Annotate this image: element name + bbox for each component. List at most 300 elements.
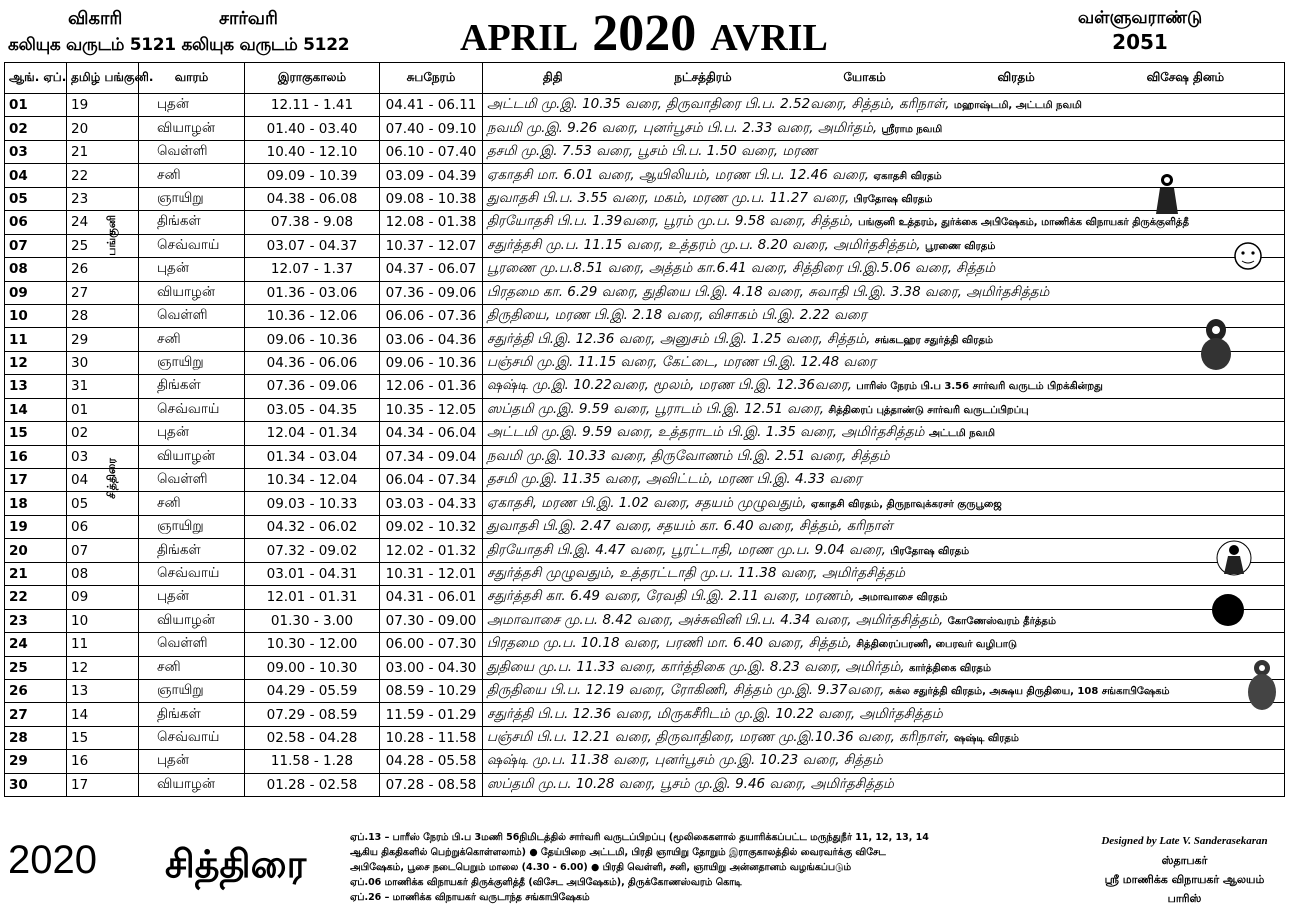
rahu-cell: 10.34 - 12.04: [245, 469, 380, 492]
day-cell: புதன்: [139, 750, 245, 773]
date-cell: 25: [5, 656, 67, 679]
date-cell: 12: [5, 351, 67, 374]
subha-cell: 03.00 - 04.30: [380, 656, 483, 679]
footer-month-tamil: சித்திரை: [165, 842, 307, 886]
rahu-cell: 09.03 - 10.33: [245, 492, 380, 515]
details-cell: [483, 328, 1285, 351]
col-subha: சுபநேரம்: [380, 63, 483, 94]
table-row: [5, 445, 1285, 468]
details-cell: [483, 726, 1285, 749]
tamil-date-cell: 17: [67, 773, 139, 796]
date-cell: 08: [5, 258, 67, 281]
rahu-cell: 04.32 - 06.02: [245, 515, 380, 538]
date-cell: 21: [5, 562, 67, 585]
tamil-date-cell: 09: [67, 586, 139, 609]
festival-text: சித்திரைப்பரணி, பைரவர் வழிபாடு: [856, 639, 1017, 651]
day-cell: வியாழன்: [139, 773, 245, 796]
subha-cell: 07.40 - 09.10: [380, 117, 483, 140]
footer-year: 2020: [8, 838, 97, 882]
page-title: [460, 4, 850, 60]
details-cell: [483, 375, 1285, 398]
details-cell: [483, 773, 1285, 796]
date-cell: 30: [5, 773, 67, 796]
tamil-date-cell: 27: [67, 281, 139, 304]
day-cell: செவ்வாய்: [139, 562, 245, 585]
rahu-cell: 10.36 - 12.06: [245, 304, 380, 327]
day-cell: செவ்வாய்: [139, 234, 245, 257]
festival-text: பிரதோஷ விரதம்: [853, 193, 933, 205]
tamil-date-cell: 14: [67, 703, 139, 726]
festival-text: பிரதோஷ விரதம்: [890, 545, 970, 557]
temple-city: பாரிஸ்: [1167, 892, 1202, 905]
details-text: அட்டமி மு.இ. 9.59 வரை, உத்தராடம் பி.இ. 1.35 வரை, அமிர்தசித்தம்: [487, 424, 925, 441]
details-cell: [483, 469, 1285, 492]
tamil-date-cell: 02: [67, 422, 139, 445]
subha-cell: 06.06 - 07.36: [380, 304, 483, 327]
details-cell: [483, 258, 1285, 281]
table-row: [5, 351, 1285, 374]
col-details: [483, 63, 1285, 94]
table-row: [5, 375, 1285, 398]
date-cell: 29: [5, 750, 67, 773]
tamil-date-cell: 07: [67, 539, 139, 562]
note-line: ஆகிய திகதிகளில் பெற்றுக்கொள்ளலாம்) ● தேய்பிறை அட்டமி, பிரதி ஞாயிறு தோறும் இராகுகாலத்தில் வைரவர்க்கு விசேட: [350, 847, 886, 858]
rahu-cell: 04.29 - 05.59: [245, 679, 380, 702]
subha-cell: 10.31 - 12.01: [380, 562, 483, 585]
rahu-cell: 01.34 - 03.04: [245, 445, 380, 468]
subha-cell: 12.02 - 01.32: [380, 539, 483, 562]
calendar-body: [5, 94, 1285, 797]
rahu-cell: 09.00 - 10.30: [245, 656, 380, 679]
founder-label: ஸ்தாபகர்: [1161, 854, 1208, 867]
rahu-cell: 07.36 - 09.06: [245, 375, 380, 398]
tamil-date-cell: 30: [67, 351, 139, 374]
crescent-moon-icon: [1262, 96, 1286, 130]
note-line: ஏப்.13 – பாரீஸ் நேரம் பி.ப 3மணி 56நிமிடத்தில் சார்வரி வருடப்பிறப்பு (மூலிகைகளால் தயாரிக்கப்பட்ட மருந்துநீர் 11, 12, 13, 14: [350, 832, 929, 843]
subha-cell: 10.28 - 11.58: [380, 726, 483, 749]
details-text: ஏகாதசி, மரண பி.இ. 1.02 வரை, சதயம் முழுவதும்,: [487, 494, 807, 511]
col-yogam: யோகம்: [843, 70, 886, 84]
tamil-date-cell: 05: [67, 492, 139, 515]
subha-cell: 06.00 - 07.30: [380, 633, 483, 656]
footer-notes: [350, 830, 1080, 905]
subha-cell: 10.35 - 12.05: [380, 398, 483, 421]
date-cell: 23: [5, 609, 67, 632]
table-row: [5, 515, 1285, 538]
festival-text: பங்குனி உத்தரம், துர்க்கை அபிஷேகம், மாணிக்க விநாயகர் திருக்குளித்தீ: [858, 217, 1189, 229]
date-cell: 14: [5, 398, 67, 421]
details-cell: [483, 679, 1285, 702]
table-row: [5, 422, 1285, 445]
valluvar-year: 2051: [1112, 30, 1168, 54]
deity-figure-3-icon: [1244, 658, 1280, 712]
rahu-cell: 01.30 - 3.00: [245, 609, 380, 632]
tamil-date-cell: 16: [67, 750, 139, 773]
festival-text: சங்கடஹர சதுர்த்தி விரதம்: [874, 334, 993, 346]
details-text: பிரதமை மு.ப. 10.18 வரை, பரணி மா. 6.40 வரை, சித்தம்,: [487, 635, 852, 652]
new-moon-face-icon: [1210, 592, 1246, 628]
details-text: துதியை மு.ப. 11.33 வரை, கார்த்திகை மு.இ. 8.23 வரை, அமிர்தம்,: [487, 658, 905, 675]
month-marker-panguni: பங்குனி: [105, 215, 118, 256]
table-row: [5, 164, 1285, 187]
rahu-cell: 12.01 - 01.31: [245, 586, 380, 609]
festival-text: சித்திரைப் புத்தாண்டு சார்வரி வருடப்பிறப்பு: [828, 404, 1029, 416]
date-cell: 02: [5, 117, 67, 140]
rahu-cell: 02.58 - 04.28: [245, 726, 380, 749]
year-name-new: சார்வரி: [219, 8, 278, 29]
col-day: வாரம்: [139, 63, 245, 94]
rahu-cell: 03.05 - 04.35: [245, 398, 380, 421]
day-cell: ஞாயிறு: [139, 515, 245, 538]
details-text: ஏகாதசி மா. 6.01 வரை, ஆயிலியம், மரண பி.ப. 12.46 வரை,: [487, 166, 870, 183]
col-viratham: விரதம்: [997, 70, 1035, 84]
subha-cell: 03.09 - 04.39: [380, 164, 483, 187]
full-moon-face-icon: [1232, 240, 1264, 272]
subha-cell: 09.02 - 10.32: [380, 515, 483, 538]
details-text: துவாதசி பி.இ. 2.47 வரை, சதயம் கா. 6.40 வரை, சித்தம், கரிநாள்: [487, 518, 893, 535]
subha-cell: 09.08 - 10.38: [380, 187, 483, 210]
details-cell: [483, 703, 1285, 726]
title-month-fr: AVRIL: [710, 17, 828, 59]
date-cell: 13: [5, 375, 67, 398]
tamil-date-cell: 06: [67, 515, 139, 538]
tamil-date-cell: 11: [67, 633, 139, 656]
day-cell: வெள்ளி: [139, 304, 245, 327]
subha-cell: 07.28 - 08.58: [380, 773, 483, 796]
rahu-cell: 12.11 - 1.41: [245, 94, 380, 117]
day-cell: சனி: [139, 164, 245, 187]
day-cell: திங்கள்: [139, 539, 245, 562]
details-cell: [483, 539, 1285, 562]
date-cell: 06: [5, 211, 67, 234]
details-text: பிரதமை கா. 6.29 வரை, துதியை பி.இ. 4.18 வரை, சுவாதி பி.இ. 3.38 வரை, அமிர்தசித்தம்: [487, 283, 1050, 300]
details-text: ஷஷ்டி மு.ப. 11.38 வரை, புனர்பூசம் மு.இ. 10.23 வரை, சித்தம்: [487, 752, 883, 769]
tamil-date-cell: 22: [67, 164, 139, 187]
day-cell: திங்கள்: [139, 703, 245, 726]
details-text: ஸப்தமி மு.இ. 9.59 வரை, பூராடம் பி.இ. 12.51 வரை,: [487, 400, 825, 417]
table-row: [5, 609, 1285, 632]
tamil-date-cell: 13: [67, 679, 139, 702]
note-line: ஏப்.06 மாணிக்க விநாயகர் திருக்குளித்தீ (விசேட அபிஷேகம்), திருக்கோணஸ்வரம் கொடி: [350, 877, 742, 888]
table-row: [5, 726, 1285, 749]
calendar-table: [4, 62, 1285, 797]
rahu-cell: 03.01 - 04.31: [245, 562, 380, 585]
month-marker-chithirai: சித்திரை: [105, 458, 118, 499]
rahu-cell: 09.06 - 10.36: [245, 328, 380, 351]
details-text: நவமி மு.இ. 9.26 வரை, புனர்பூசம் பி.ப. 2.33 வரை, அமிர்தம்,: [487, 119, 878, 136]
details-cell: [483, 281, 1285, 304]
details-cell: [483, 445, 1285, 468]
col-thithi: திதி: [542, 70, 563, 84]
subha-cell: 04.41 - 06.11: [380, 94, 483, 117]
details-text: தசமி மு.இ. 7.53 வரை, பூசம் பி.ப. 1.50 வரை, மரண: [487, 143, 818, 160]
table-row: [5, 539, 1285, 562]
subha-cell: 03.06 - 04.36: [380, 328, 483, 351]
table-row: [5, 281, 1285, 304]
details-text: அட்டமி மு.இ. 10.35 வரை, திருவாதிரை பி.ப. 2.52வரை, சித்தம், கரிநாள்,: [487, 96, 950, 113]
day-cell: புதன்: [139, 258, 245, 281]
subha-cell: 12.08 - 01.38: [380, 211, 483, 234]
rahu-cell: 04.36 - 06.06: [245, 351, 380, 374]
date-cell: 28: [5, 726, 67, 749]
date-cell: 05: [5, 187, 67, 210]
table-row: [5, 703, 1285, 726]
day-cell: சனி: [139, 328, 245, 351]
details-text: துவாதசி பி.ப. 3.55 வரை, மகம், மரண மு.ப. 11.27 வரை,: [487, 189, 850, 206]
day-cell: ஞாயிறு: [139, 351, 245, 374]
col-rahu: இராகுகாலம்: [245, 63, 380, 94]
festival-text: சுக்ல சதுர்த்தி விரதம், அக்ஷய திருதியை, 108 சங்காபிஷேகம்: [888, 686, 1170, 698]
tamil-date-cell: 03: [67, 445, 139, 468]
date-cell: 17: [5, 469, 67, 492]
rahu-cell: 01.28 - 02.58: [245, 773, 380, 796]
details-text: நவமி மு.இ. 10.33 வரை, திருவோணம் பி.இ. 2.51 வரை, சித்தம்: [487, 447, 890, 464]
festival-text: ஸ்ரீராம நவமி: [881, 123, 943, 135]
day-cell: திங்கள்: [139, 375, 245, 398]
date-cell: 26: [5, 679, 67, 702]
day-cell: சனி: [139, 656, 245, 679]
date-cell: 20: [5, 539, 67, 562]
details-cell: [483, 304, 1285, 327]
header-left: [8, 8, 408, 58]
col-tamil-date: தமிழ் பங்குனி.: [67, 63, 139, 94]
festival-text: ஷஷ்டி விரதம்: [954, 733, 1019, 745]
table-header-row: [5, 63, 1285, 94]
rahu-cell: 04.38 - 06.08: [245, 187, 380, 210]
temple-name: ஸ்ரீ மாணிக்க விநாயகர் ஆலயம்: [1104, 873, 1265, 886]
col-special: விசேஷ தினம்: [1146, 70, 1225, 84]
deity-figure-2-icon: [1214, 538, 1254, 582]
date-cell: 24: [5, 633, 67, 656]
details-text: சதுர்த்தசி முழுவதும், உத்தரட்டாதி மு.ப. 11.38 வரை, அமிர்தசித்தம்: [487, 564, 906, 581]
table-row: [5, 117, 1285, 140]
rahu-cell: 11.58 - 1.28: [245, 750, 380, 773]
day-cell: ஞாயிறு: [139, 679, 245, 702]
festival-text: கார்த்திகை விரதம்: [909, 662, 991, 674]
tamil-date-cell: 19: [67, 94, 139, 117]
tamil-date-cell: 26: [67, 258, 139, 281]
details-text: பஞ்சமி பி.ப. 12.21 வரை, திருவாதிரை, மரண மு.இ.10.36 வரை, கரிநாள்,: [487, 729, 950, 746]
table-row: [5, 469, 1285, 492]
details-cell: [483, 750, 1285, 773]
subha-cell: 06.10 - 07.40: [380, 140, 483, 163]
valluvar-label: வள்ளுவராண்டு: [1077, 8, 1203, 28]
subha-cell: 12.06 - 01.36: [380, 375, 483, 398]
rahu-cell: 09.09 - 10.39: [245, 164, 380, 187]
tamil-date-cell: 15: [67, 726, 139, 749]
festival-text: ஏகாதசி விரதம்: [873, 170, 942, 182]
subha-cell: 04.37 - 06.07: [380, 258, 483, 281]
details-cell: [483, 562, 1285, 585]
subha-cell: 07.34 - 09.04: [380, 445, 483, 468]
rahu-cell: 12.07 - 1.37: [245, 258, 380, 281]
date-cell: 01: [5, 94, 67, 117]
tamil-date-cell: 01: [67, 398, 139, 421]
date-cell: 22: [5, 586, 67, 609]
subha-cell: 08.59 - 10.29: [380, 679, 483, 702]
details-cell: [483, 351, 1285, 374]
details-text: திருதியை பி.ப. 12.19 வரை, ரோகிணி, சித்தம் மு.இ. 9.37வரை,: [487, 682, 885, 699]
details-text: தசமி மு.இ. 11.35 வரை, அவிட்டம், மரண பி.இ. 4.33 வரை: [487, 471, 862, 488]
crescent-moon-small-icon: [1228, 438, 1248, 468]
festival-text: அட்டமி நவமி: [928, 428, 995, 440]
tamil-date-cell: 23: [67, 187, 139, 210]
tamil-date-cell: 29: [67, 328, 139, 351]
day-cell: ஞாயிறு: [139, 187, 245, 210]
table-row: [5, 562, 1285, 585]
details-text: சதுர்த்தசி மு.ப. 11.15 வரை, உத்தரம் மு.ப. 8.20 வரை, அமிர்தசித்தம்,: [487, 236, 921, 253]
day-cell: திங்கள்: [139, 211, 245, 234]
table-row: [5, 586, 1285, 609]
date-cell: 04: [5, 164, 67, 187]
col-nakshatra: நட்சத்திரம்: [674, 70, 732, 84]
subha-cell: 04.28 - 05.58: [380, 750, 483, 773]
ganesha-figure-icon: [1196, 316, 1236, 372]
details-cell: [483, 515, 1285, 538]
details-cell: [483, 586, 1285, 609]
festival-text: ஏகாதசி விரதம், திருநாவுக்கரசர் குருபூஜை: [810, 498, 1002, 510]
day-cell: செவ்வாய்: [139, 726, 245, 749]
note-line: அபிஷேகம், பூசை நடைபெறும் மாலை (4.30 - 6.00) ● பிரதி வெள்ளி, சனி, ஞாயிறு அன்னதானம் வழங்கப்படும்: [350, 862, 852, 873]
table-row: [5, 492, 1285, 515]
details-cell: [483, 140, 1285, 163]
details-cell: [483, 398, 1285, 421]
details-text: பூரணை மு.ப.8.51 வரை, அத்தம் கா.6.41 வரை, சித்திரை பி.இ.5.06 வரை, சித்தம்: [487, 260, 996, 277]
tamil-date-cell: 08: [67, 562, 139, 585]
col-date: ஆங். ஏப்.: [5, 63, 67, 94]
rahu-cell: 07.32 - 09.02: [245, 539, 380, 562]
details-text: அமாவாசை மு.ப. 8.42 வரை, அச்சுவினி பி.ப. 4.34 வரை, அமிர்தசித்தம்,: [487, 611, 944, 628]
subha-cell: 11.59 - 01.29: [380, 703, 483, 726]
kaliyuga-years: கலியுக வருடம் 5121 கலியுக வருடம் 5122: [8, 35, 350, 55]
details-cell: [483, 609, 1285, 632]
subha-cell: 10.37 - 12.07: [380, 234, 483, 257]
subha-cell: 07.36 - 09.06: [380, 281, 483, 304]
subha-cell: 04.34 - 06.04: [380, 422, 483, 445]
rahu-cell: 10.40 - 12.10: [245, 140, 380, 163]
table-row: [5, 773, 1285, 796]
festival-text: மஹாஷ்டமி, அட்டமி நவமி: [953, 100, 1082, 112]
date-cell: 03: [5, 140, 67, 163]
subha-cell: 09.06 - 10.36: [380, 351, 483, 374]
festival-text: பூரணை விரதம்: [925, 240, 996, 252]
rahu-cell: 03.07 - 04.37: [245, 234, 380, 257]
tamil-date-cell: 10: [67, 609, 139, 632]
table-row: [5, 94, 1285, 117]
tamil-date-cell: 20: [67, 117, 139, 140]
date-cell: 09: [5, 281, 67, 304]
day-cell: வெள்ளி: [139, 633, 245, 656]
tamil-date-cell: 24: [67, 211, 139, 234]
details-text: ஸப்தமி மு.ப. 10.28 வரை, பூசம் மு.இ. 9.46 வரை, அமிர்தசித்தம்: [487, 775, 894, 792]
day-cell: வெள்ளி: [139, 469, 245, 492]
date-cell: 07: [5, 234, 67, 257]
date-cell: 15: [5, 422, 67, 445]
day-cell: புதன்: [139, 422, 245, 445]
details-text: சதுர்த்தசி கா. 6.49 வரை, ரேவதி பி.இ. 2.11 வரை, மரணம்,: [487, 588, 855, 605]
subha-cell: 07.30 - 09.00: [380, 609, 483, 632]
title-year: 2020: [592, 5, 697, 62]
festival-text: அமாவாசை விரதம்: [858, 592, 948, 604]
rahu-cell: 07.38 - 9.08: [245, 211, 380, 234]
details-cell: [483, 117, 1285, 140]
year-name-old: விகாரி: [68, 8, 123, 29]
details-cell: [483, 633, 1285, 656]
title-month-en: APRIL: [460, 17, 579, 59]
table-row: [5, 633, 1285, 656]
details-cell: [483, 234, 1285, 257]
table-row: [5, 328, 1285, 351]
subha-cell: 03.03 - 04.33: [380, 492, 483, 515]
rahu-cell: 01.36 - 03.06: [245, 281, 380, 304]
rahu-cell: 12.04 - 01.34: [245, 422, 380, 445]
tamil-date-cell: 04: [67, 469, 139, 492]
date-cell: 19: [5, 515, 67, 538]
credits: [1082, 832, 1287, 908]
note-line: ஏப்.26 – மாணிக்க விநாயகர் வருடாந்த சங்காபிஷேகம்: [350, 892, 590, 903]
tamil-date-cell: 28: [67, 304, 139, 327]
details-text: ஷஷ்டி மு.இ. 10.22வரை, மூலம், மரண பி.இ. 12.36வரை,: [487, 377, 852, 394]
day-cell: புதன்: [139, 586, 245, 609]
subha-cell: 04.31 - 06.01: [380, 586, 483, 609]
rahu-cell: 01.40 - 03.40: [245, 117, 380, 140]
tamil-date-cell: 25: [67, 234, 139, 257]
designed-by: Designed by Late V. Sanderasekaran: [1101, 835, 1268, 847]
rahu-cell: 10.30 - 12.00: [245, 633, 380, 656]
deity-figure-icon: [1150, 172, 1184, 216]
table-row: [5, 398, 1285, 421]
table-row: [5, 750, 1285, 773]
table-row: [5, 211, 1285, 234]
date-cell: 16: [5, 445, 67, 468]
day-cell: வெள்ளி: [139, 140, 245, 163]
table-row: [5, 304, 1285, 327]
table-row: [5, 140, 1285, 163]
tamil-date-cell: 31: [67, 375, 139, 398]
day-cell: வியாழன்: [139, 609, 245, 632]
day-cell: செவ்வாய்: [139, 398, 245, 421]
table-row: [5, 234, 1285, 257]
details-text: திரயோதசி பி.இ. 4.47 வரை, பூரட்டாதி, மரண மு.ப. 9.04 வரை,: [487, 541, 886, 558]
details-cell: [483, 492, 1285, 515]
details-text: சதுர்த்தி பி.இ. 12.36 வரை, அனுசம் பி.இ. 1.25 வரை, சித்தம்,: [487, 330, 871, 347]
date-cell: 18: [5, 492, 67, 515]
rahu-cell: 07.29 - 08.59: [245, 703, 380, 726]
table-row: [5, 187, 1285, 210]
details-cell: [483, 422, 1285, 445]
day-cell: வியாழன்: [139, 117, 245, 140]
details-text: பஞ்சமி மு.இ. 11.15 வரை, கேட்டை, மரண பி.இ. 12.48 வரை: [487, 354, 877, 371]
festival-text: கோணேஸ்வரம் தீர்த்தம்: [947, 615, 1056, 627]
subha-cell: 06.04 - 07.34: [380, 469, 483, 492]
tamil-date-cell: 12: [67, 656, 139, 679]
tamil-date-cell: 21: [67, 140, 139, 163]
table-row: [5, 656, 1285, 679]
date-cell: 11: [5, 328, 67, 351]
details-cell: [483, 656, 1285, 679]
day-cell: வியாழன்: [139, 445, 245, 468]
day-cell: புதன்: [139, 94, 245, 117]
table-row: [5, 679, 1285, 702]
day-cell: சனி: [139, 492, 245, 515]
day-cell: வியாழன்: [139, 281, 245, 304]
date-cell: 27: [5, 703, 67, 726]
header-right: [1040, 8, 1240, 54]
details-text: திருதியை, மரண பி.இ. 2.18 வரை, விசாகம் பி.இ. 2.22 வரை: [487, 307, 867, 324]
details-text: சதுர்த்தி பி.ப. 12.36 வரை, மிருகசீரிடம் மு.இ. 10.22 வரை, அமிர்தசித்தம்: [487, 705, 943, 722]
date-cell: 10: [5, 304, 67, 327]
details-cell: [483, 94, 1285, 117]
